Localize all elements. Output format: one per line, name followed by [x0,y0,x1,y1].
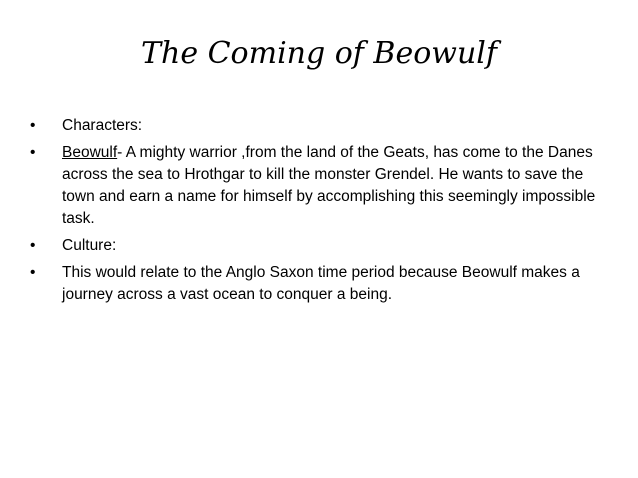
bullet-icon: • [30,117,36,134]
bullet-text: Characters: [62,117,143,134]
bullet-item-beowulf [28,142,608,230]
bullet-icon: • [30,237,36,254]
bullet-icon: • [30,264,36,281]
bullet-item-culture [28,235,608,257]
bullet-list [28,115,608,311]
bullet-icon: • [30,144,36,161]
bullet-item-characters [28,115,608,137]
slide-title: The Coming of Beowulf [140,36,497,71]
bullet-text: Culture: [62,237,117,254]
bullet-lead-term: Beowulf [62,144,118,161]
bullet-item-anglo-saxon [28,262,608,306]
bullet-text: - A mighty warrior ,from the land of the Geats, has come to the Danes across the sea to Hrothgar to kill the monster Grendel. He wants to save the town and earn a name for himself by accomplishing this seemingly impossible task. [62,144,596,227]
bullet-text: This would relate to the Anglo Saxon time period because Beowulf makes a journey across a vast ocean to conquer a being. [62,264,580,303]
